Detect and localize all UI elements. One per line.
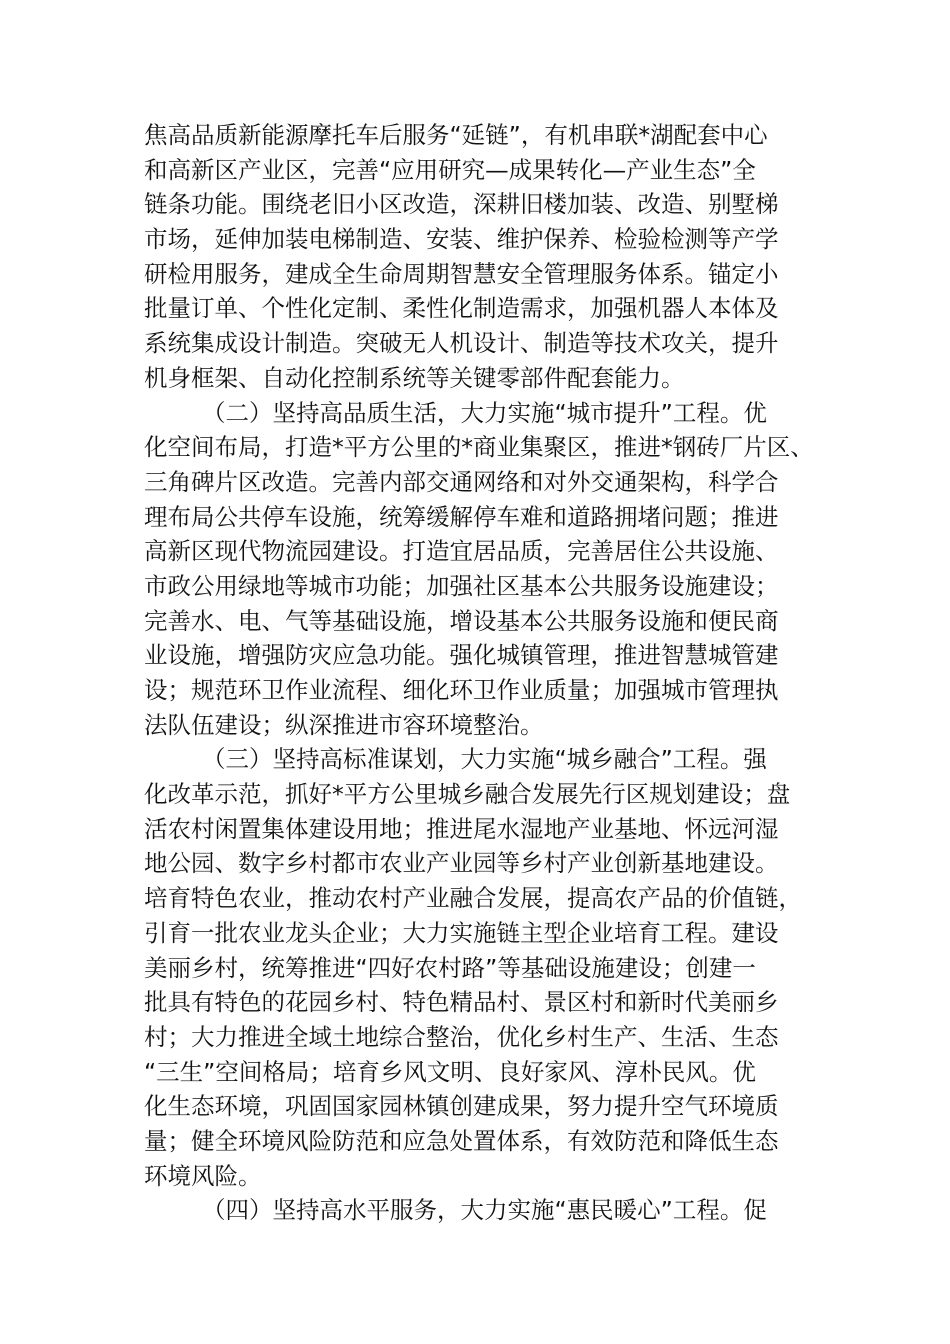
document-body	[144, 118, 824, 1228]
text-line: 化空间布局，打造*平方公里的*商业集聚区，推进*钢砖厂片区、	[144, 433, 814, 462]
text-line: 完善水、电、气等基础设施，增设基本公共服务设施和便民商	[144, 606, 779, 635]
text-line: 法队伍建设；纵深推进市容环境整治。	[144, 710, 544, 739]
text-line: 地公园、数字乡村都市农业产业园等乡村产业创新基地建设。	[144, 849, 779, 878]
text-line: 三角碑片区改造。完善内部交通网络和对外交通架构，科学合	[144, 467, 779, 496]
text-line: 环境风险。	[144, 1161, 262, 1190]
text-line: 和高新区产业区，完善“应用研究—成果转化—产业生态”全	[144, 155, 756, 184]
text-line: 化生态环境，巩固国家园林镇创建成果，努力提升空气环境质	[144, 1092, 779, 1121]
text-line: 链条功能。围绕老旧小区改造，深耕旧楼加装、改造、别墅梯	[144, 190, 779, 219]
text-line: 市场，延伸加装电梯制造、安装、维护保养、检验检测等产学	[144, 225, 779, 254]
paragraph-heading-line: （二）坚持高品质生活，大力实施“城市提升”工程。优	[202, 398, 767, 427]
text-line: 量；健全环境风险防范和应急处置体系，有效防范和降低生态	[144, 1126, 779, 1155]
text-line: 焦高品质新能源摩托车后服务“延链”，有机串联*湖配套中心	[144, 121, 768, 149]
text-line: 活农村闲置集体建设用地；推进尾水湿地产业基地、怀远河湿	[144, 814, 779, 843]
text-line: 化改革示范，抓好*平方公里城乡融合发展先行区规划建设；盘	[144, 780, 791, 809]
text-line: 市政公用绿地等城市功能；加强社区基本公共服务设施建设；	[144, 571, 779, 600]
text-line: 引育一批农业龙头企业；大力实施链主型企业培育工程。建设	[144, 918, 779, 947]
text-line: “三生”空间格局；培育乡风文明、良好家风、淳朴民风。优	[144, 1057, 756, 1086]
text-line: 批具有特色的花园乡村、特色精品村、景区村和新时代美丽乡	[144, 988, 779, 1017]
text-line: 批量订单、个性化定制、柔性化制造需求，加强机器人本体及	[144, 294, 779, 323]
text-line: 村；大力推进全域土地综合整治，优化乡村生产、生活、生态	[144, 1022, 779, 1051]
text-line: 培育特色农业，推动农村产业融合发展，提高农产品的价值链，	[144, 884, 802, 913]
paragraph-heading-line: （四）坚持高水平服务，大力实施“惠民暖心”工程。促	[202, 1196, 767, 1225]
paragraph-heading-line: （三）坚持高标准谋划，大力实施“城乡融合”工程。强	[202, 745, 767, 774]
text-line: 高新区现代物流园建设。打造宜居品质，完善居住公共设施、	[144, 537, 779, 566]
text-line: 系统集成设计制造。突破无人机设计、制造等技术攻关，提升	[144, 329, 779, 358]
text-line: 美丽乡村，统筹推进“四好农村路”等基础设施建设；创建一	[144, 953, 756, 982]
text-line: 设；规范环卫作业流程、细化环卫作业质量；加强城市管理执	[144, 676, 779, 704]
text-line: 机身框架、自动化控制系统等关键零部件配套能力。	[144, 363, 685, 392]
text-line: 业设施，增强防灾应急功能。强化城镇管理，推进智慧城管建	[144, 641, 779, 670]
text-line: 理布局公共停车设施，统筹缓解停车难和道路拥堵问题；推进	[144, 502, 779, 531]
text-line: 研检用服务，建成全生命周期智慧安全管理服务体系。锚定小	[144, 259, 779, 288]
